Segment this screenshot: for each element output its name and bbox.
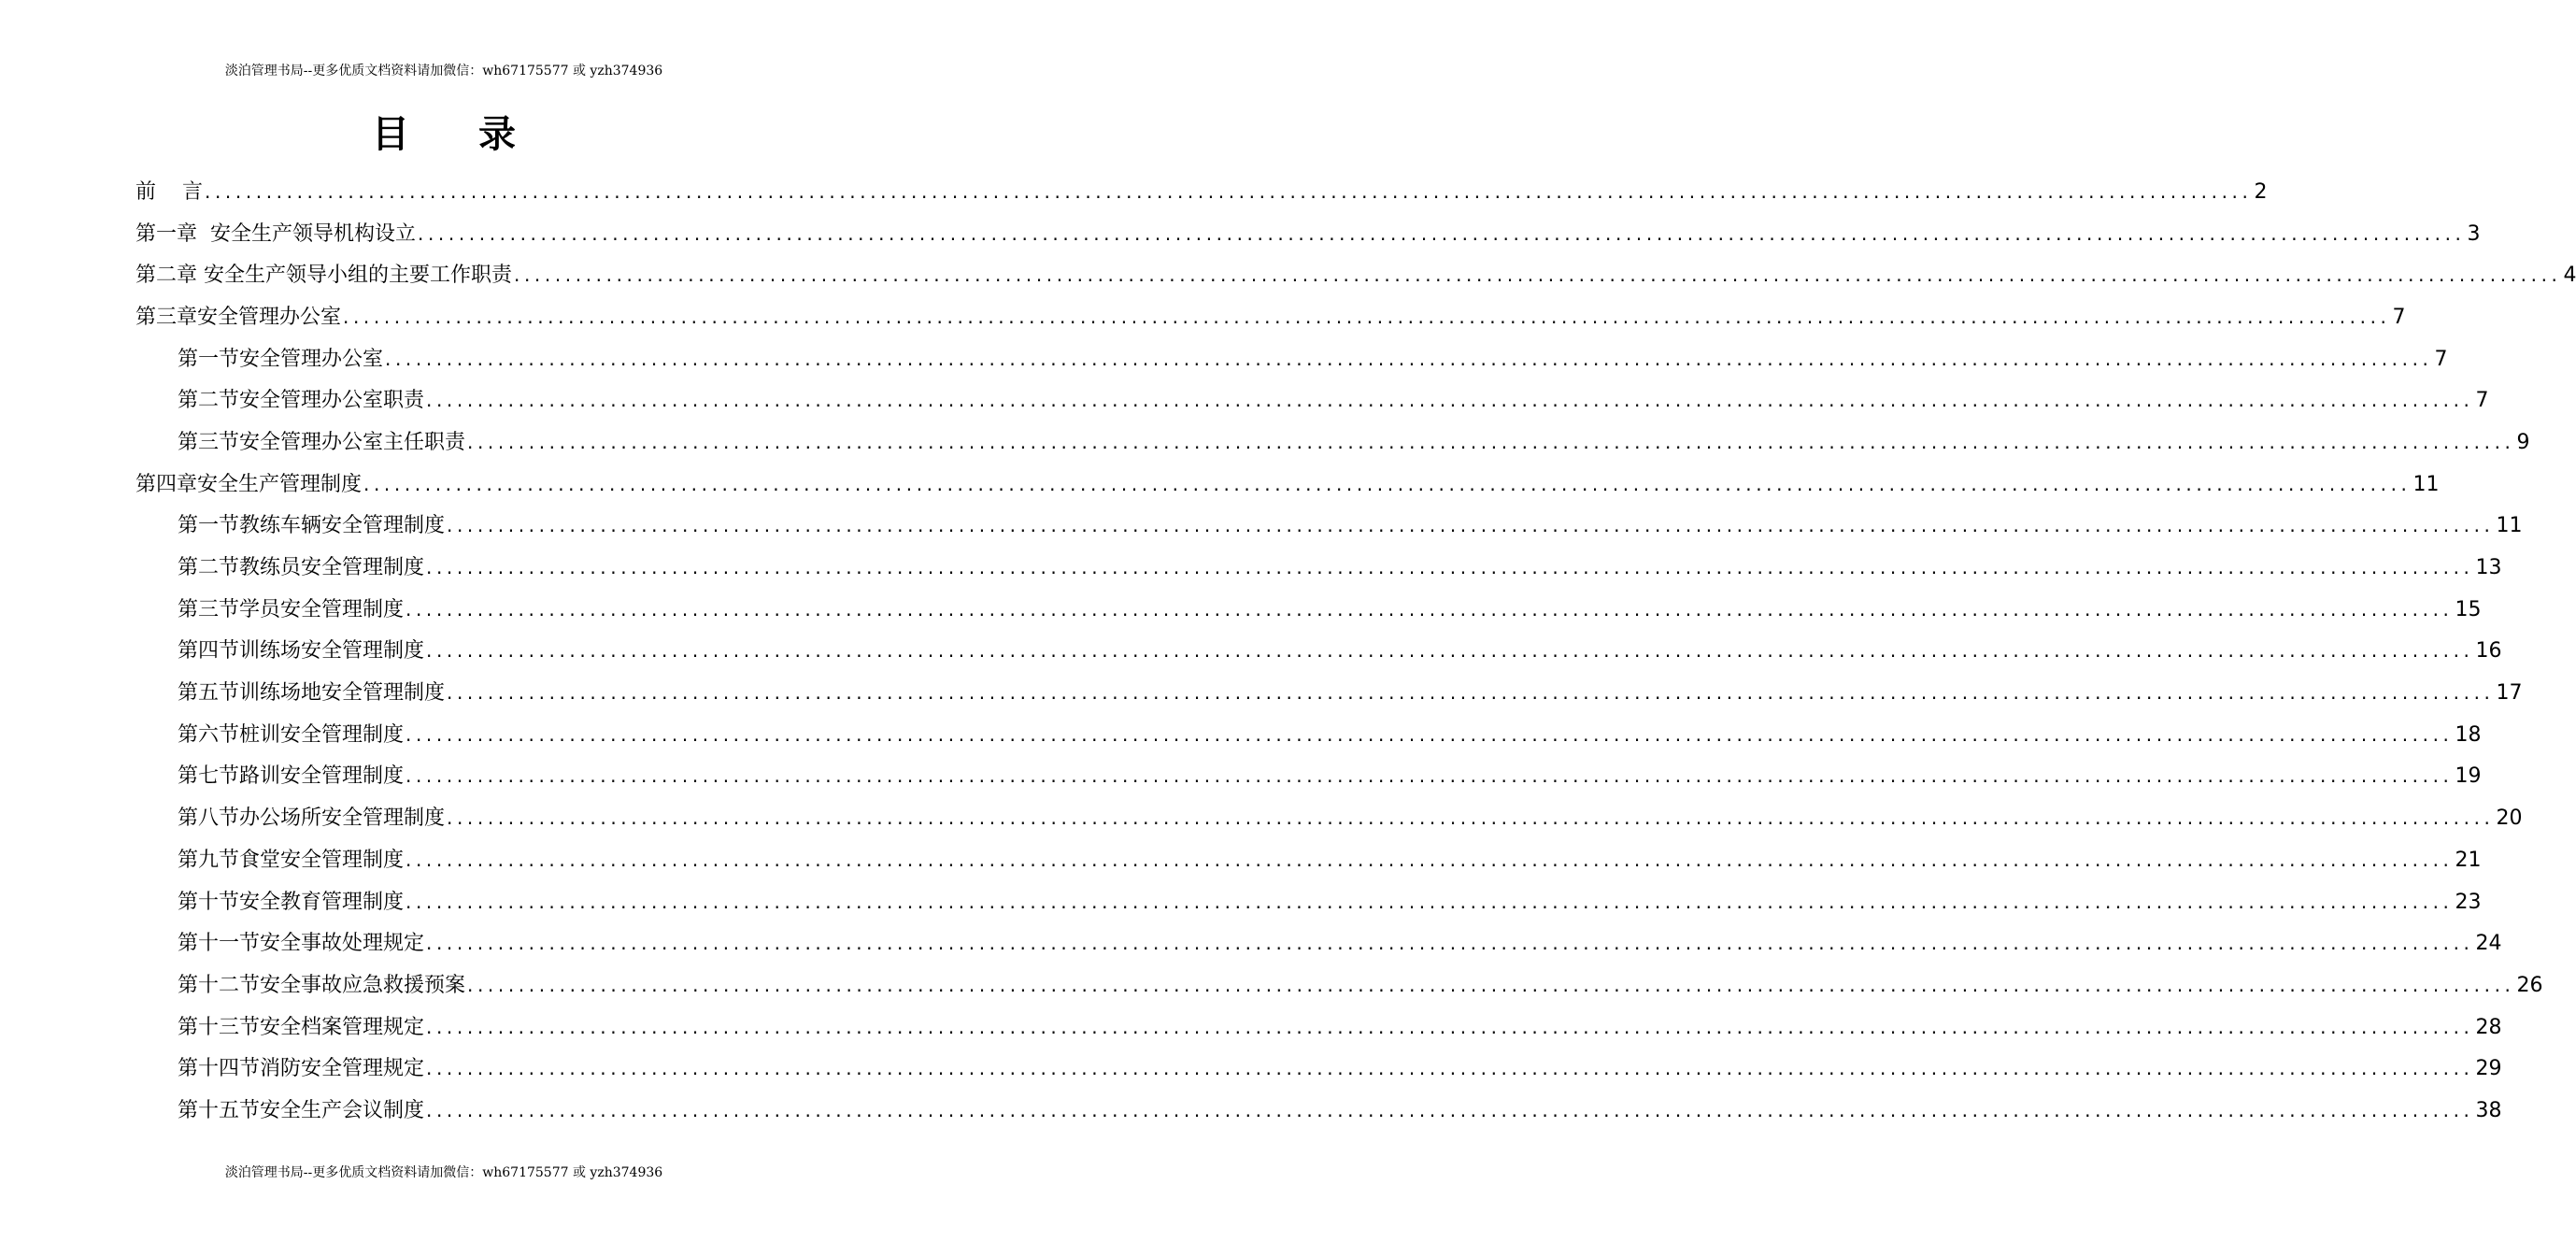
toc-section-entry[interactable] [0, 839, 2482, 881]
toc-page-number: 26 [2516, 973, 2543, 997]
toc-entry-text: 第三章安全管理办公室 [135, 305, 342, 329]
toc-entry-text: 第一章 安全生产领导机构设立 [135, 221, 416, 246]
toc-entry-text: 第五节训练场地安全管理制度 [178, 681, 446, 706]
toc-title: 目 录 [372, 113, 544, 156]
toc-entry-text: 第十节安全教育管理制度 [178, 890, 405, 914]
toc-page-number: 29 [2475, 1057, 2502, 1081]
toc-entry-row [178, 678, 2523, 707]
page-header: 淡泊管理书局--更多优质文档资料请加微信：wh67175577 或 yzh374936 [224, 64, 663, 78]
dot-leader: ........................................................................................................................................................................................................ [426, 1057, 2474, 1080]
toc-entry-text: 第十五节安全生产会议制度 [178, 1098, 425, 1122]
toc-section-entry[interactable] [0, 1048, 2502, 1090]
toc-entry-text: 第二节安全管理办公室职责 [178, 389, 425, 413]
toc-entry-text: 第一节安全管理办公室 [178, 347, 384, 371]
toc-section-entry[interactable] [0, 797, 2523, 839]
dot-leader: ........................................................................................................................................................................................................ [467, 430, 2515, 453]
toc-entry-row [135, 178, 2268, 207]
toc-entry-row [178, 929, 2502, 958]
dot-leader: ........................................................................................................................................................................................................ [385, 347, 2433, 370]
toc-page-number: 24 [2475, 932, 2502, 956]
dot-leader: ........................................................................................................................................................................................................ [406, 890, 2454, 913]
toc-entry-row [178, 1054, 2502, 1083]
toc-entry-row [178, 595, 2482, 624]
toc-section-entry[interactable] [0, 589, 2482, 631]
toc-page-number: 28 [2475, 1015, 2502, 1039]
dot-leader: ........................................................................................................................................................................................................ [514, 264, 2562, 287]
toc-entry-text: 前 言 [135, 179, 203, 204]
toc-entry-row [178, 428, 2530, 457]
dot-leader: ........................................................................................................................................................................................................ [426, 389, 2474, 412]
toc-section-entry[interactable] [0, 756, 2482, 798]
toc-entry-row [135, 303, 2406, 332]
toc-entry-row [178, 762, 2482, 791]
toc-chapter-entry[interactable] [0, 171, 2268, 213]
toc-section-entry[interactable] [0, 631, 2502, 673]
toc-page-number: 13 [2475, 556, 2502, 580]
toc-chapter-entry[interactable] [0, 213, 2481, 255]
toc-entry-row [178, 971, 2543, 1000]
toc-page-number: 15 [2455, 597, 2482, 621]
toc-entry-row [135, 470, 2440, 499]
toc-section-entry[interactable] [0, 547, 2502, 589]
toc-entry-row [135, 261, 2576, 290]
toc-entry-text: 第一节教练车辆安全管理制度 [178, 514, 446, 538]
toc-section-entry[interactable] [0, 506, 2523, 548]
toc-section-entry[interactable] [0, 338, 2448, 380]
dot-leader: ........................................................................................................................................................................................................ [426, 556, 2474, 579]
toc-page-number: 11 [2412, 472, 2440, 496]
toc-entry-text: 第十三节安全档案管理规定 [178, 1015, 425, 1039]
dot-leader: ........................................................................................................................................................................................................ [467, 973, 2515, 996]
toc-section-entry[interactable] [0, 714, 2482, 756]
toc-page-number: 7 [2392, 305, 2406, 329]
toc-entry-row [178, 386, 2489, 415]
toc-page-number: 7 [2434, 347, 2448, 371]
dot-leader: ........................................................................................................................................................................................................ [426, 639, 2474, 663]
toc-entry-row [178, 1096, 2502, 1125]
toc-entry-row [178, 553, 2502, 582]
toc-entry-text: 第六节桩训安全管理制度 [178, 722, 405, 747]
dot-leader: ........................................................................................................................................................................................................ [426, 1098, 2474, 1121]
dot-leader: ........................................................................................................................................................................................................ [406, 722, 2454, 746]
toc-section-entry[interactable] [0, 1090, 2502, 1132]
toc-section-entry[interactable] [0, 1006, 2502, 1049]
toc-page-number: 23 [2455, 890, 2482, 914]
page-footer: 淡泊管理书局--更多优质文档资料请加微信：wh67175577 或 yzh374936 [224, 1165, 663, 1180]
toc-entry-row [178, 721, 2482, 749]
table-of-contents [0, 171, 2576, 1132]
dot-leader: ........................................................................................................................................................................................................ [447, 681, 2495, 705]
toc-entry-row [178, 804, 2523, 833]
toc-page-number: 18 [2455, 722, 2482, 747]
toc-entry-text: 第九节食堂安全管理制度 [178, 848, 405, 872]
dot-leader: ........................................................................................................................................................................................................ [418, 221, 2466, 245]
toc-page-number: 20 [2496, 806, 2523, 831]
toc-entry-row [178, 636, 2502, 665]
toc-page-number: 21 [2455, 848, 2482, 872]
dot-leader: ........................................................................................................................................................................................................ [363, 472, 2412, 495]
dot-leader: ........................................................................................................................................................................................................ [406, 764, 2454, 788]
toc-chapter-entry[interactable] [0, 464, 2440, 506]
toc-page-number: 9 [2516, 430, 2530, 454]
toc-entry-row [178, 511, 2523, 540]
toc-entry-row [178, 846, 2482, 875]
dot-leader: ........................................................................................................................................................................................................ [343, 305, 2391, 328]
toc-chapter-entry[interactable] [0, 296, 2406, 338]
dot-leader: ........................................................................................................................................................................................................ [426, 1015, 2474, 1038]
toc-entry-text: 第十四节消防安全管理规定 [178, 1057, 425, 1081]
dot-leader: ........................................................................................................................................................................................................ [447, 514, 2495, 537]
toc-page-number: 16 [2475, 639, 2502, 664]
toc-entry-text: 第四章安全生产管理制度 [135, 472, 363, 496]
toc-section-entry[interactable] [0, 964, 2543, 1006]
toc-entry-text: 第三节学员安全管理制度 [178, 597, 405, 621]
toc-page-number: 17 [2496, 681, 2523, 706]
dot-leader: ........................................................................................................................................................................................................ [406, 848, 2454, 871]
toc-section-entry[interactable] [0, 672, 2523, 714]
toc-page-number: 11 [2496, 514, 2523, 538]
toc-section-entry[interactable] [0, 922, 2502, 964]
toc-section-entry[interactable] [0, 379, 2489, 421]
toc-section-entry[interactable] [0, 881, 2482, 923]
toc-entry-text: 第四节训练场安全管理制度 [178, 639, 425, 664]
toc-page-number: 2 [2254, 179, 2268, 204]
toc-page-number: 3 [2467, 221, 2481, 246]
toc-page-number: 19 [2455, 764, 2482, 789]
toc-entry-text: 第三节安全管理办公室主任职责 [178, 430, 466, 454]
toc-section-entry[interactable] [0, 421, 2530, 464]
toc-entry-row [178, 345, 2448, 374]
toc-entry-text: 第八节办公场所安全管理制度 [178, 806, 446, 831]
toc-entry-text: 第二章 安全生产领导小组的主要工作职责 [135, 264, 512, 288]
dot-leader: ........................................................................................................................................................................................................ [426, 932, 2474, 955]
toc-page-number: 7 [2475, 389, 2489, 413]
toc-entry-text: 第十一节安全事故处理规定 [178, 932, 425, 956]
toc-entry-row [178, 888, 2482, 917]
toc-page-number: 4 [2563, 264, 2576, 288]
dot-leader: ........................................................................................................................................................................................................ [204, 179, 2253, 203]
toc-entry-row [135, 220, 2481, 249]
dot-leader: ........................................................................................................................................................................................................ [447, 806, 2495, 830]
toc-chapter-entry[interactable] [0, 254, 2576, 296]
dot-leader: ........................................................................................................................................................................................................ [406, 597, 2454, 621]
toc-entry-text: 第七节路训安全管理制度 [178, 764, 405, 789]
toc-entry-text: 第十二节安全事故应急救援预案 [178, 973, 466, 997]
toc-entry-text: 第二节教练员安全管理制度 [178, 556, 425, 580]
toc-page-number: 38 [2475, 1098, 2502, 1122]
toc-entry-row [178, 1013, 2502, 1042]
